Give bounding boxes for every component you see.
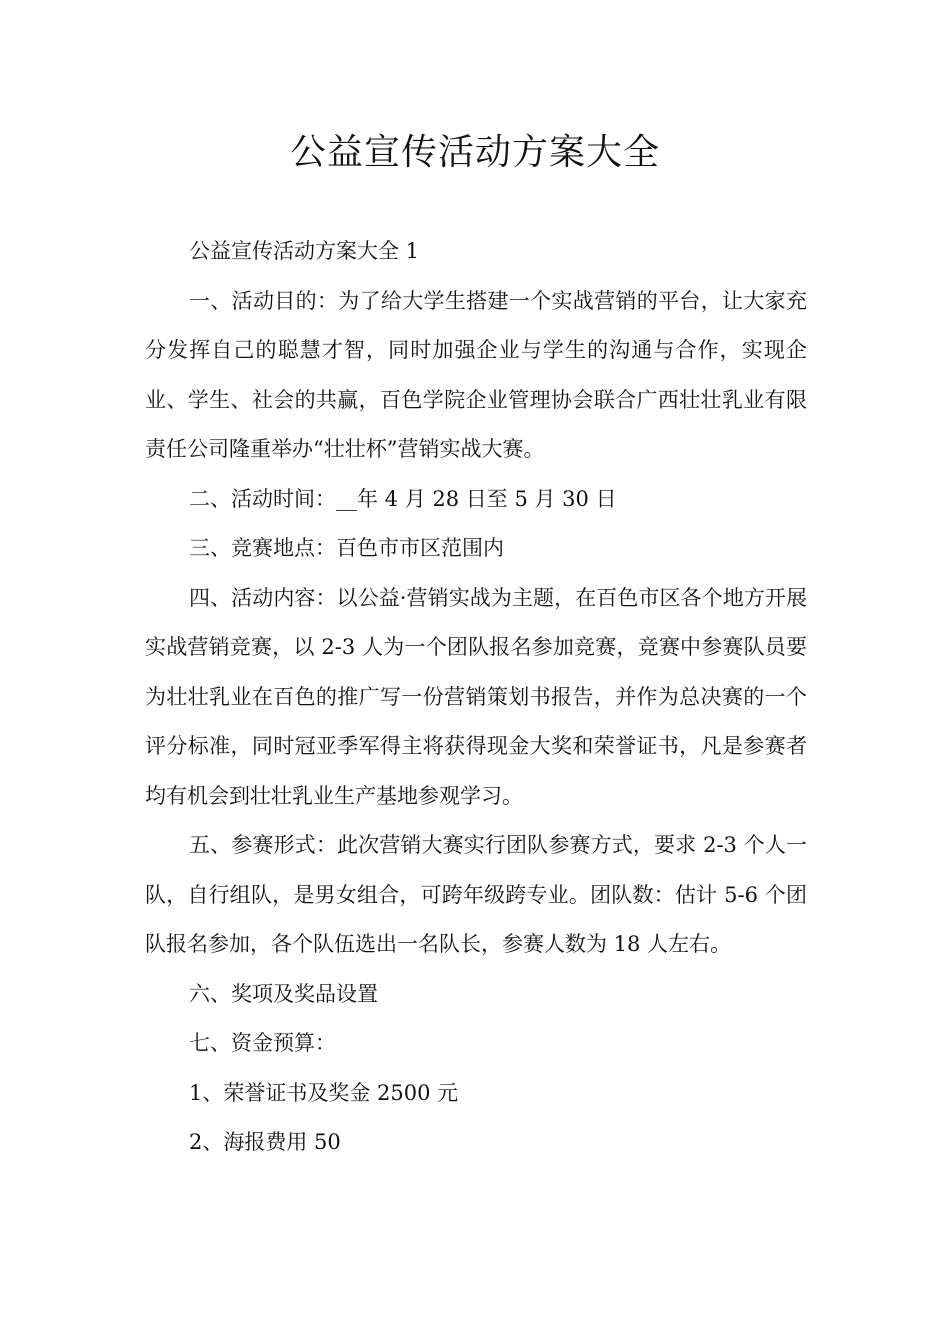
- document-title: 公益宣传活动方案大全: [289, 132, 660, 173]
- paragraph-time: 二、活动时间：__年 4 月 28 日至 5 月 30 日: [189, 486, 617, 511]
- paragraph-location: 三、竞赛地点：百色市市区范围内: [189, 536, 504, 560]
- paragraph-budget-item-2: 2、海报费用 50: [189, 1130, 341, 1154]
- paragraph-awards: 六、奖项及奖品设置: [189, 981, 378, 1006]
- paragraph-format: 五、参赛形式：此次营销大赛实行团队参赛方式，要求 2-3 个人一队，自行组队，是男女组合，可跨年级跨专业。团队数：估计 5-6 个团队报名参加，各个队伍选出一名队长，参赛人数为 18 人左右。: [145, 833, 807, 956]
- paragraph-content: 四、活动内容：以公益·营销实战为主题，在百色市区各个地方开展实战营销竞赛，以 2-3 人为一个团队报名参加竞赛，竞赛中参赛队员要为壮壮乳业在百色的推广写一份营销策划书报告，并作为总决赛的一个评分标准，同时冠亚季军得主将获得现金大奖和荣誉证书，凡是参赛者均有机会到壮壮乳业生产基地参观学习。: [145, 585, 807, 808]
- paragraph-budget-item-1: 1、荣誉证书及奖金 2500 元: [189, 1080, 459, 1105]
- document-body: [145, 227, 807, 1168]
- paragraph-purpose: 一、活动目的：为了给大学生搭建一个实战营销的平台，让大家充分发挥自己的聪慧才智，同时加强企业与学生的沟通与合作，实现企业、学生、社会的共赢，百色学院企业管理协会联合广西壮壮乳业有限责任公司隆重举办“壮壮杯”营销实战大赛。: [145, 288, 807, 461]
- paragraph-heading: 公益宣传活动方案大全 1: [189, 239, 420, 263]
- paragraph-budget: 七、资金预算：: [189, 1031, 336, 1055]
